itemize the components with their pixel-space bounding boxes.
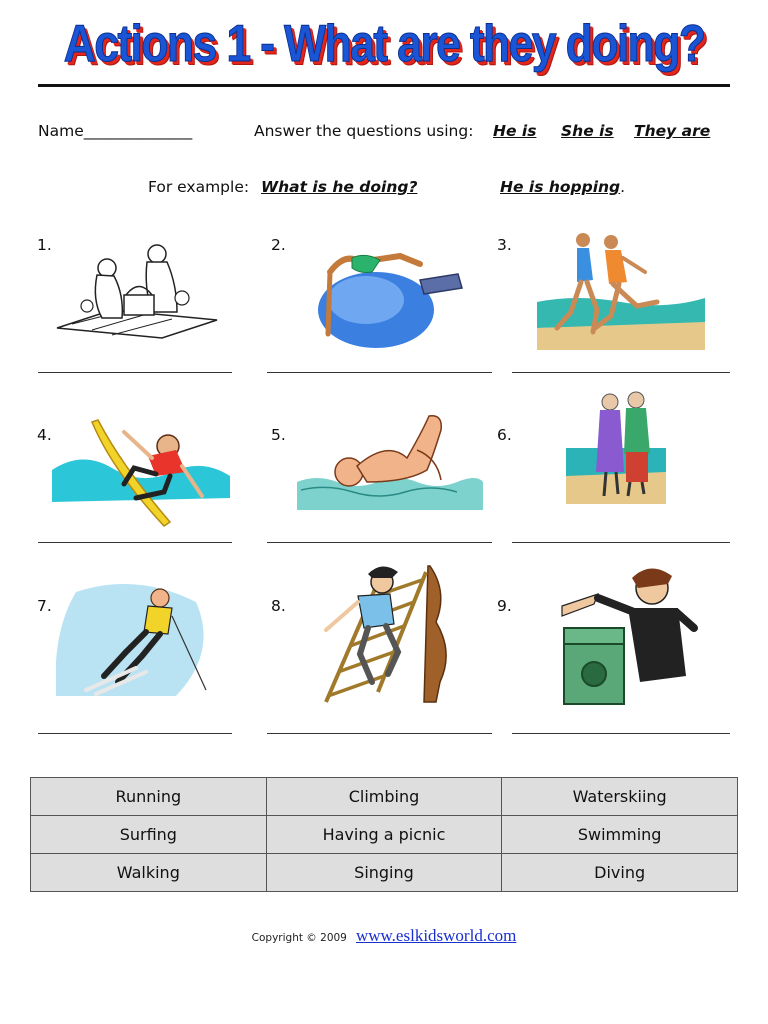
item-number-1: 1. <box>37 236 52 254</box>
copyright-text: Copyright © 2009 <box>251 932 347 944</box>
word-bank-cell: Running <box>31 778 267 816</box>
answer-line-6[interactable] <box>512 542 730 543</box>
walking-picture <box>566 388 666 504</box>
word-bank-cell: Diving <box>502 854 738 892</box>
website-link[interactable]: www.eslkidsworld.com <box>355 926 517 945</box>
answer-line-4[interactable] <box>38 542 232 543</box>
option-she-is: She is <box>561 122 614 140</box>
waterskiing-picture <box>56 572 218 702</box>
word-bank-row <box>31 816 738 854</box>
option-they-are: They are <box>634 122 711 140</box>
running-picture <box>537 232 705 350</box>
word-bank-cell: Having a picnic <box>266 816 502 854</box>
example-question: What is he doing? <box>261 178 418 196</box>
example-period: . <box>620 178 626 196</box>
answer-line-7[interactable] <box>38 733 232 734</box>
footer <box>0 926 768 946</box>
name-label: Name______________ <box>38 122 193 140</box>
item-number-3: 3. <box>497 236 512 254</box>
instruction-text: Answer the questions using: <box>254 122 474 140</box>
word-bank-table <box>30 777 738 892</box>
diving-picture <box>310 232 470 348</box>
surfing-picture <box>52 410 230 530</box>
word-bank-cell: Climbing <box>266 778 502 816</box>
page-title: Actions 1 - What are they doing? <box>63 15 705 73</box>
word-bank-cell: Surfing <box>31 816 267 854</box>
answer-line-1[interactable] <box>38 372 232 373</box>
swimming-picture <box>297 410 483 514</box>
word-bank-row <box>31 854 738 892</box>
item-number-5: 5. <box>271 426 286 444</box>
answer-line-9[interactable] <box>512 733 730 734</box>
item-number-2: 2. <box>271 236 286 254</box>
option-he-is: He is <box>493 122 537 140</box>
example-answer: He is hopping <box>500 178 621 196</box>
answer-line-2[interactable] <box>267 372 492 373</box>
word-bank-cell: Walking <box>31 854 267 892</box>
word-bank-cell: Waterskiing <box>502 778 738 816</box>
climbing-picture <box>318 562 468 706</box>
item-number-6: 6. <box>497 426 512 444</box>
answer-line-5[interactable] <box>267 542 492 543</box>
word-bank-cell: Swimming <box>502 816 738 854</box>
word-bank-cell: Singing <box>266 854 502 892</box>
answer-line-8[interactable] <box>267 733 492 734</box>
item-number-4: 4. <box>37 426 52 444</box>
example-answer-wrap <box>500 178 625 196</box>
answer-line-3[interactable] <box>512 372 730 373</box>
title-divider <box>38 84 730 87</box>
example-label: For example: <box>148 178 250 196</box>
word-bank-row <box>31 778 738 816</box>
item-number-8: 8. <box>271 597 286 615</box>
singing-picture <box>558 564 708 716</box>
item-number-7: 7. <box>37 597 52 615</box>
picnic-picture <box>52 240 222 340</box>
item-number-9: 9. <box>497 597 512 615</box>
